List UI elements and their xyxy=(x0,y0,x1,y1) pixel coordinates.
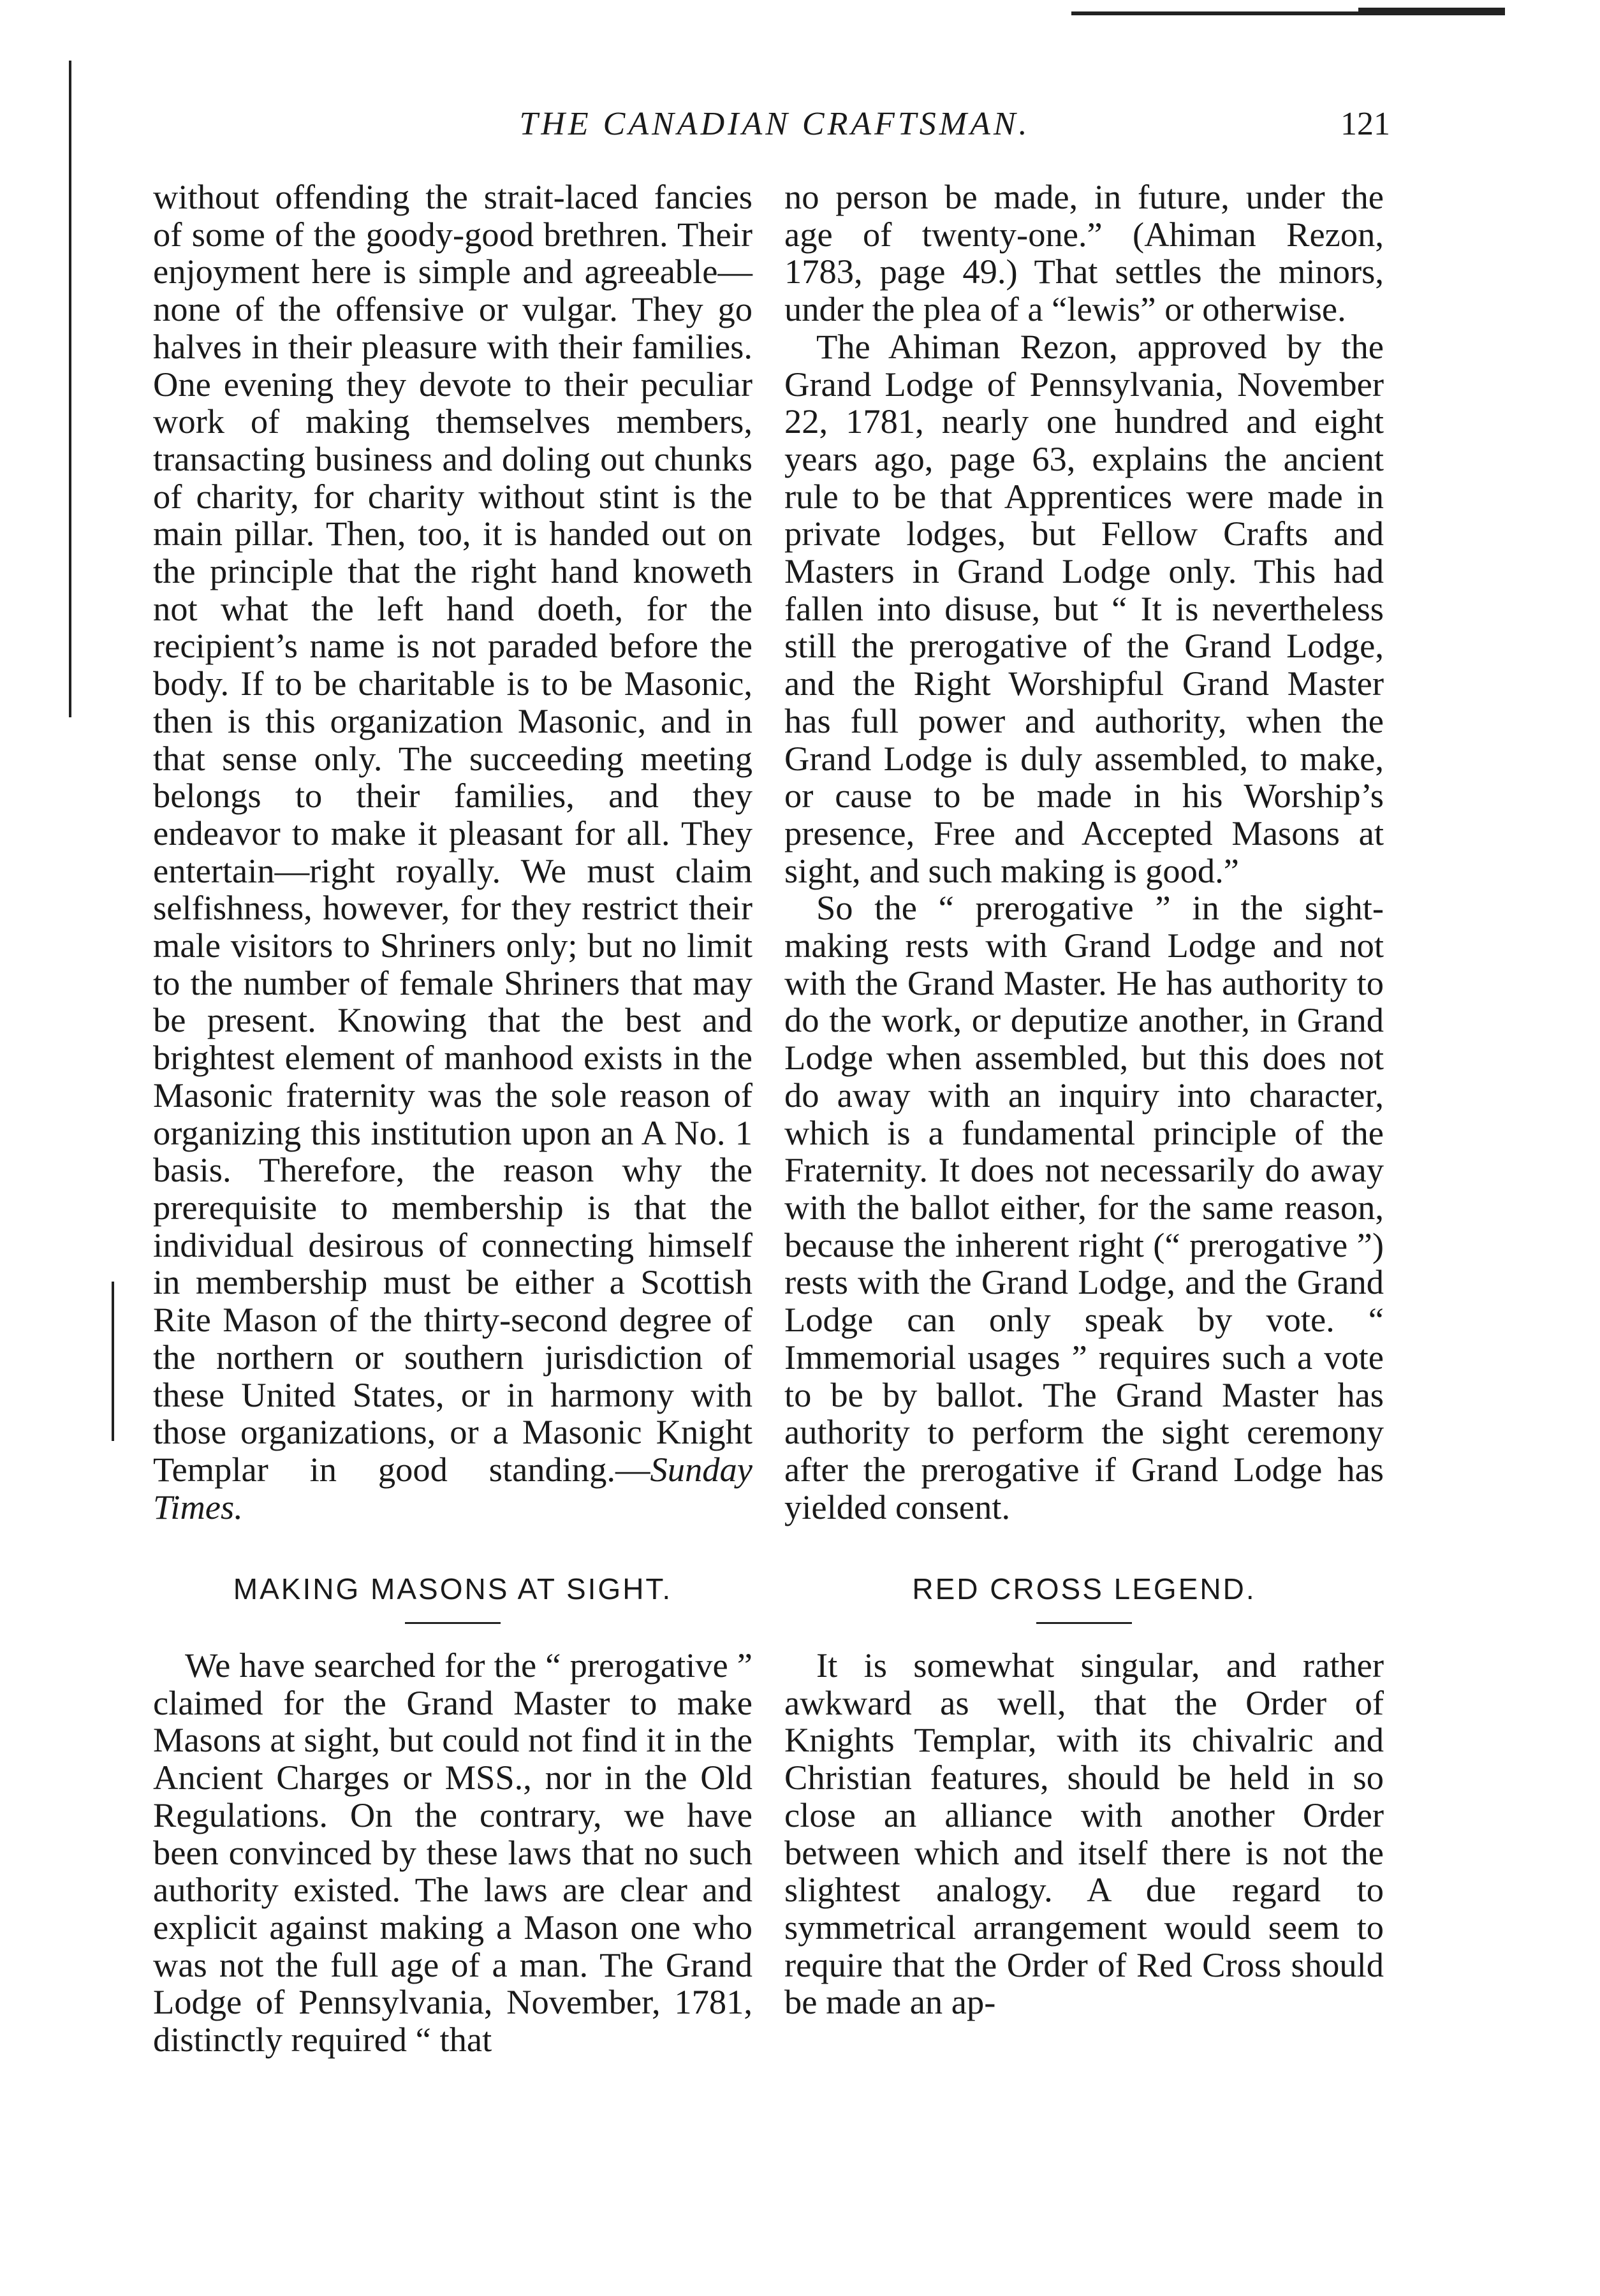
article-paragraph: We have searched for the “ prerogative ” claimed for the Grand Master to make Masons at sight, but could not find it in the Ancient Charges or MSS., nor in the Old Regulations. On the contrary, we have been convinced by these laws that no such authority existed. The laws are clear and explicit against making a Mason one who was not the full age of a man. The Grand Lodge of Pennsylvania, November, 1781, distinctly required “ that xyxy=(153,1646,752,2059)
paragraph-ahiman-rezon: The Ahiman Rezon, approved by the Grand Lodge of Pennsylvania, November 22, 1781, nearly one hundred and eight years ago, page 63, explains the ancient rule to be that Apprentices were made in private lodges, but Fellow Crafts and Masters in Grand Lodge only. This had fallen into disuse, but “ It is nevertheless still the prerogative of the Grand Lodge, and the Right Worshipful Grand Master has full power and authority, when the Grand Lodge is duly assembled, to make, or cause to be made in his Worship’s presence, Free and Accepted Masons at sight, and such making is good.” xyxy=(784,326,1384,890)
title-rule xyxy=(405,1622,501,1624)
left-column xyxy=(153,179,752,2059)
paragraph-prerogative: So the “ prerogative ” in the sight-making rests with Grand Lodge and not with the Grand Master. He has authority to do the work, or deputize another, in Grand Lodge when assembled, but this does not do away with an inquiry into character, which is a fundamental principle of the Fraternity. It does not necessarily do away with the ballot either, for the same reason, because the inherent right (“ prerogative ”) rests with the Grand Lodge, and the Grand Lodge can only speak by vote. “ Immemorial usages ” requires such a vote to be by ballot. The Grand Master has authority to perform the sight ceremony after the prerogative if Grand Lodge has yielded consent. xyxy=(784,888,1384,1526)
page-number: 121 xyxy=(1340,106,1390,142)
margin-line-lower xyxy=(112,1282,114,1441)
running-title: THE CANADIAN CRAFTSMAN. xyxy=(519,106,1031,142)
page-header xyxy=(153,105,1397,156)
margin-line-upper xyxy=(69,61,71,717)
right-column xyxy=(784,179,1384,2021)
title-rule xyxy=(1036,1622,1132,1624)
article-title-making-masons: MAKING MASONS AT SIGHT. xyxy=(233,1572,673,1606)
article-title-red-cross: RED CROSS LEGEND. xyxy=(912,1572,1256,1606)
intro-source: Sunday Times. xyxy=(153,1449,752,1526)
top-rule-thick xyxy=(1358,8,1505,15)
intro-text: without offending the strait-laced fancies of some of the goody-good brethren. Their enjoyment here is simple and agreeable—none of the offensive or vulgar. They go halves in their pleasure with their families. One evening they devote to their peculiar work of making themselves members, transacting business and doling out chunks of charity, for charity without stint is the main pillar. Then, too, it is handed out on the principle that the right hand knoweth not what the left hand doeth, for the recipient’s name is not paraded before the body. If to be charitable is to be Masonic, then is this organization Masonic, and in that sense only. The succeeding meeting belongs to their families, and they endeavor to make it pleasant for all. They entertain—right royally. We must claim selfishness, however, for they restrict their male visitors to Shriners only; but no limit to the number of female Shriners that may be present. Knowing that the best and brightest element of manhood exists in the Masonic fraternity was the sole reason of organizing this institution upon an A No. 1 basis. Therefore, the reason why the prerequisite to membership is that the individual desirous of connecting himself in membership must be either a Scottish Rite Mason of the thirty-second degree of the northern or southern jurisdiction of these United States, or in harmony with those organizations, or a Masonic Knight Templar in good standing.— xyxy=(153,177,752,1489)
continuation-paragraph: no person be made, in future, under the age of twenty-one.” (Ahiman Rezon, 1783, page 49.) That settles the minors, under the plea of a “lewis” or otherwise. xyxy=(784,177,1384,329)
intro-paragraph xyxy=(153,179,752,1526)
article-paragraph: It is somewhat singular, and rather awkward as well, that the Order of Knights Templar, with its chivalric and Christian features, should be held in so close an alliance with another Order between which and itself there is not the slightest analogy. A due regard to symmetrical arrangement would seem to require that the Order of Red Cross should be made an ap- xyxy=(784,1646,1384,2022)
